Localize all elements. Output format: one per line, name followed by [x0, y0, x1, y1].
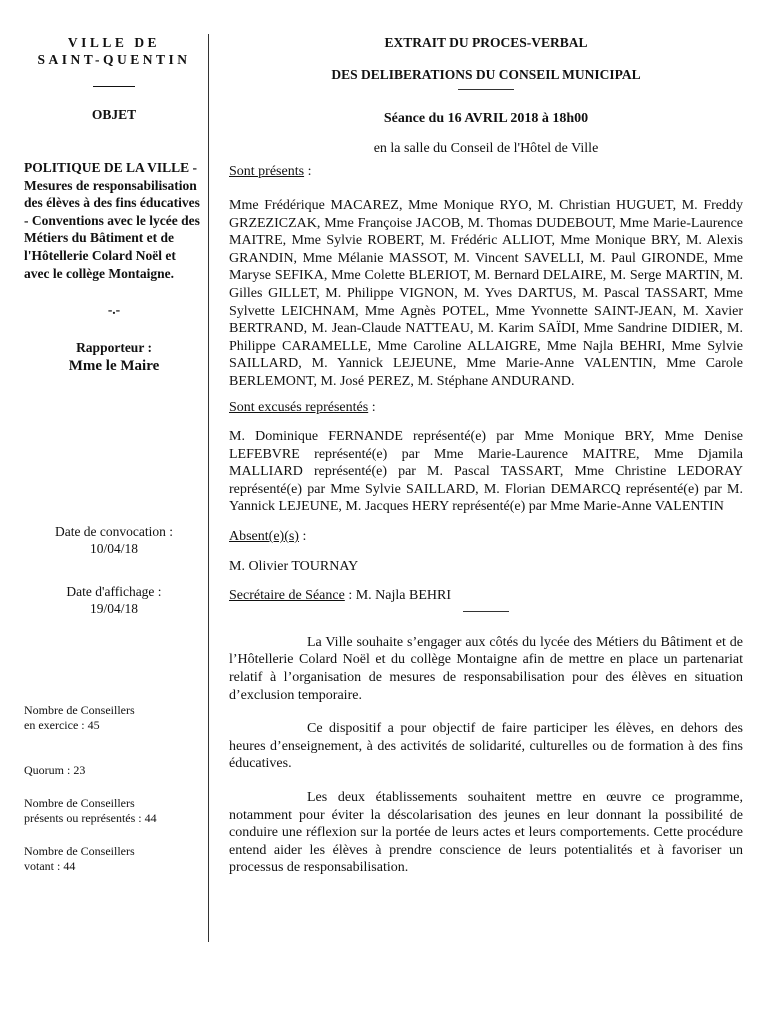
excuses-colon: :: [368, 399, 376, 415]
affichage-label: Date d'affichage :: [66, 584, 162, 600]
votant-label: Nombre de Conseillers: [24, 844, 135, 859]
body-paragraph-1: La Ville souhaite s’engager aux côtés du lycée des Métiers du Bâtiment et de l’Hôtellerie Colard Noël et du collège Montaigne afin de mettre en place un partenariat relatif à l’organisation de mesures de responsabilisation pour des élèves en situation d’exclusion temporaire.: [229, 634, 743, 703]
exercice-label: Nombre de Conseillers: [24, 703, 135, 718]
absents-list: M. Olivier TOURNAY: [229, 558, 359, 574]
conseillers-presents: [24, 796, 204, 826]
main-content: [229, 34, 743, 877]
secretaire-value: : M. Najla BEHRI: [344, 588, 451, 604]
convocation-date-block: [24, 523, 204, 557]
presents-count-label: Nombre de Conseillers: [24, 796, 135, 811]
document-title-1: EXTRAIT DU PROCES-VERBAL: [384, 35, 588, 50]
municipality-line-1: VILLE DE: [67, 35, 161, 50]
convocation-date: 10/04/18: [89, 541, 138, 557]
municipality-name: [24, 34, 204, 68]
excuses-label: Sont excusés représentés: [229, 399, 369, 415]
body-paragraph-2: Ce dispositif a pour objectif de faire participer les élèves, en dehors des heures d’enseignement, à des activités de solidarité, culturelles ou de formation à des fins éducatives.: [229, 721, 743, 772]
absents-label: Absent(e)(s): [229, 529, 299, 545]
seance-location: en la salle du Conseil de l'Hôtel de Ville: [373, 140, 599, 156]
column-divider: [208, 34, 209, 942]
conseillers-exercice: [24, 703, 204, 733]
convocation-label: Date de convocation :: [54, 524, 174, 540]
votant-value: votant : 44: [24, 859, 76, 874]
objet-label: OBJET: [91, 107, 137, 122]
presents-label: Sont présents: [229, 164, 305, 180]
rapporteur-label: Rapporteur :: [76, 340, 152, 356]
conseillers-votant: [24, 844, 204, 874]
absents-heading: [229, 528, 743, 546]
municipality-line-2: SAINT-QUENTIN: [37, 52, 191, 67]
body-paragraph-3: Les deux établissements souhaitent mettre en œuvre ce programme, notamment pour éviter la déscolarisation des jeunes en leur donnant la possibilité de conduire une réflexion sur la portée de leurs actes et leurs comportements. Cette procédure entend aider les élèves à prendre conscience de leurs potentialités et à favoriser un processus de responsabilisation.: [229, 790, 743, 876]
presents-heading: [229, 163, 743, 181]
excuses-heading: [229, 399, 743, 417]
section-rule: [463, 611, 509, 612]
separator-mark: -.-: [107, 302, 121, 318]
affichage-date-block: [24, 583, 204, 617]
presents-list: Mme Frédérique MACAREZ, Mme Monique RYO, M. Christian HUGUET, M. Freddy GRZEZICZAK, Mme Françoise JACOB, M. Thomas DUDEBOUT, Mme Marie-Laurence MAITRE, Mme Sylvie ROBERT, M. Frédéric ALLIOT, Mme Monique BRY, M. Alexis GRANDIN, Mme Mélanie MASSOT, M. Vincent SAVELLI, M. Paul GIRONDE, Mme Maryse SEFIKA, Mme Colette BLERIOT, M. Bernard DELAIRE, M. Serge MARTIN, M. Gilles GILLET, M. Philippe VIGNON, M. Yves DARTUS, M. Pascal TASSART, Mme Sylvette LEICHNAM, Mme Agnès POTEL, Mme Yvonnette SAINT-JEAN, M. Xavier BERTRAND, M. Jean-Claude NATTEAU, M. Karim SAÏDI, Mme Sandrine DIDIER, M. Philippe CARAMELLE, Mme Caroline ALLAIGRE, Mme Najla BEHRI, Mme Sylvie SAILLARD, M. Yannick LEJEUNE, Mme Marie-Anne VALENTIN, Mme Carole BERLEMONT, M. José PEREZ, M. Stéphane ANDURAND.: [229, 197, 743, 389]
affichage-date: 19/04/18: [89, 601, 138, 617]
secretaire-line: [229, 587, 743, 605]
municipality-underline: [93, 86, 135, 87]
left-margin-column: [24, 34, 204, 874]
excuses-list: M. Dominique FERNANDE représenté(e) par Mme Monique BRY, Mme Denise LEFEBVRE représenté(e) par Mme Marie-Laurence MAITRE, Mme Djamila MALLIARD représenté(e) par M. Pascal TASSART, Mme Christine LEDORAY représenté(e) par Mme Sylvie SAILLARD, M. Florian DEMARCQ représenté(e) par M. Yannick LEJEUNE, M. Jacques HERY représenté(e) par Mme Marie-Anne VALENTIN: [229, 429, 743, 515]
absents-colon: :: [298, 529, 307, 545]
secretaire-label: Secrétaire de Séance: [229, 588, 345, 604]
document-title-2: DES DELIBERATIONS DU CONSEIL MUNICIPAL: [331, 66, 641, 82]
seance-date: Séance du 16 AVRIL 2018 à 18h00: [383, 111, 589, 127]
presents-count-value: présents ou représentés : 44: [24, 811, 157, 826]
presents-colon: :: [304, 164, 312, 180]
quorum: Quorum : 23: [24, 763, 86, 778]
title-underline: [458, 89, 514, 90]
exercice-value: en exercice : 45: [24, 718, 100, 733]
subject-text: POLITIQUE DE LA VILLE - Mesures de responsabilisation des élèves à des fins éducatives - Conventions avec le lycée des Métiers du Bâtiment et de l'Hôtellerie Colard Noël et avec le collège Montaigne.: [24, 160, 200, 281]
rapporteur-name: Mme le Maire: [68, 358, 160, 375]
